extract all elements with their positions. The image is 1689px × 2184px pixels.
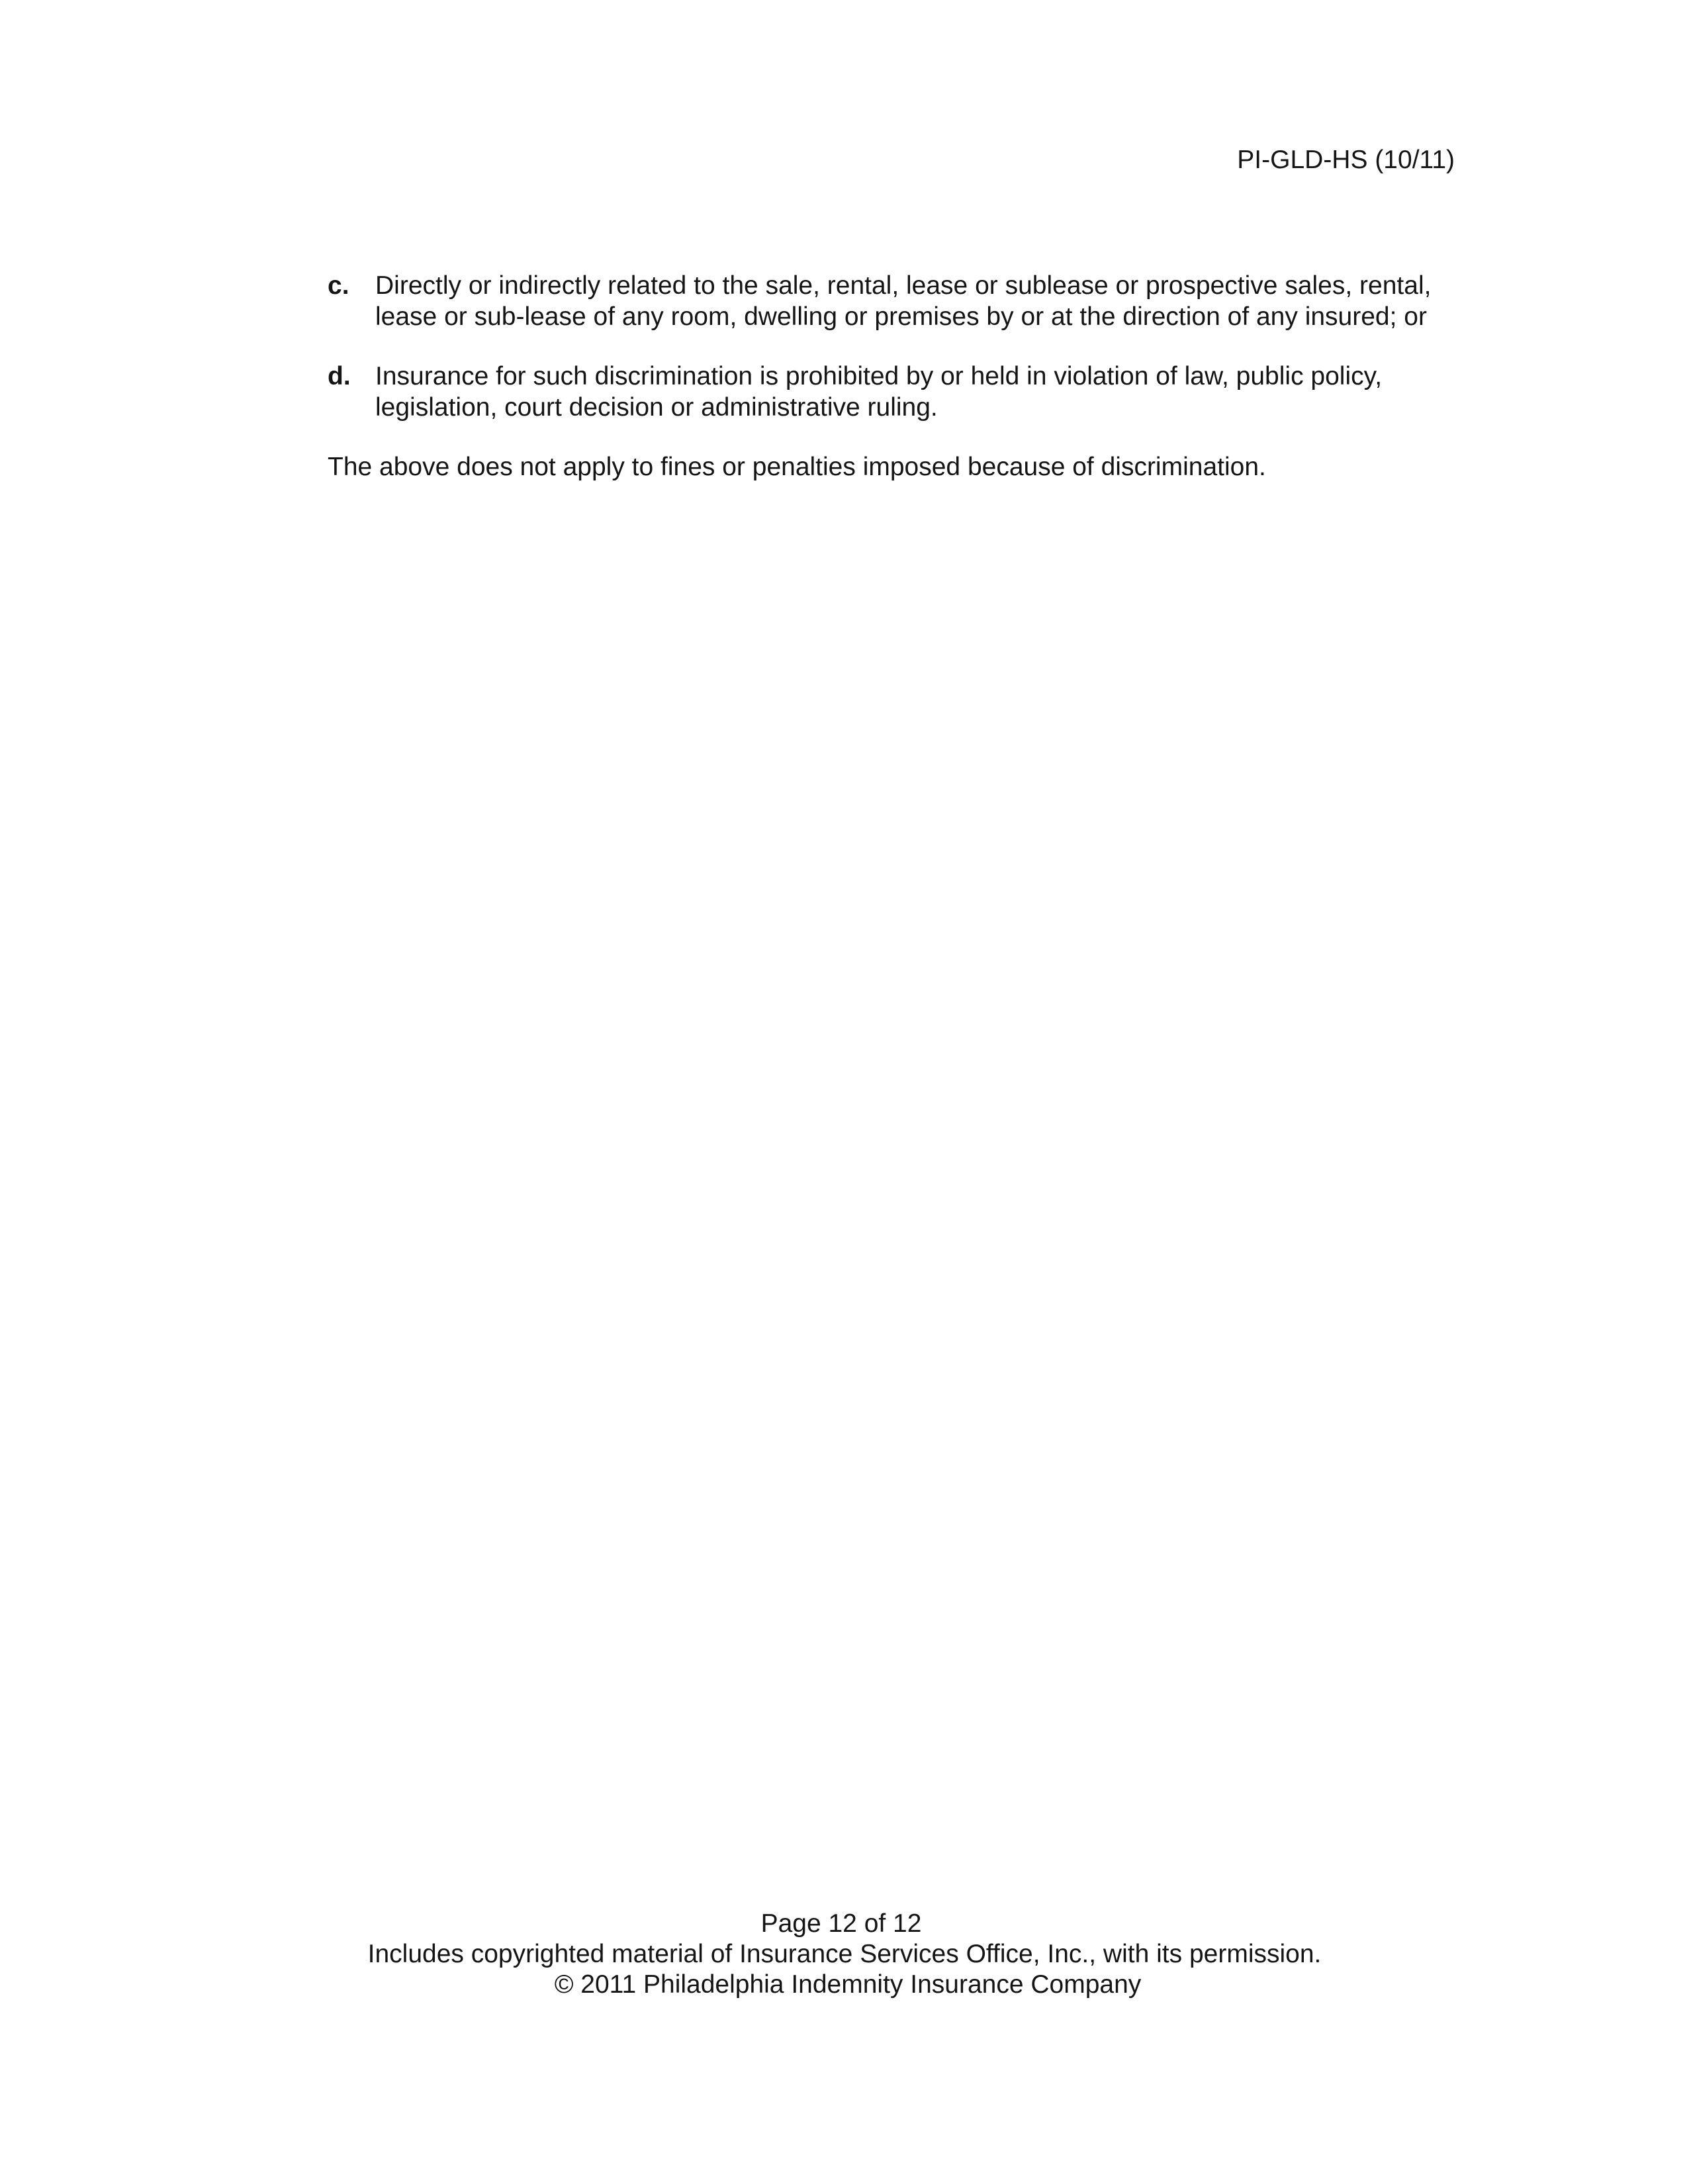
list-item-letter: c. — [328, 271, 349, 300]
iso-copyright-notice: Includes copyrighted material of Insurance Services Office, Inc., with its permission. — [367, 1940, 1322, 1968]
list-item-d — [328, 361, 1479, 423]
list-item-letter: d. — [328, 362, 351, 390]
exception-note: The above does not apply to fines or penalties imposed because of discrimination. — [328, 453, 1266, 481]
list-item-text: Directly or indirectly related to the sale, rental, lease or sublease or prospective sales, rental, lease or sub-lease of any room, dwelling or premises by or at the direction of any insured; or — [375, 271, 1432, 331]
list-item-c — [328, 270, 1479, 332]
page-number: Page 12 of 12 — [760, 1909, 922, 1938]
form-code: PI-GLD-HS (10/11) — [1237, 146, 1455, 174]
list-item-text: Insurance for such discrimination is prohibited by or held in violation of law, public policy, legislation, court decision or administrative ruling. — [375, 362, 1383, 422]
company-copyright: © 2011 Philadelphia Indemnity Insurance Company — [554, 1970, 1142, 1999]
page-footer — [0, 1909, 1689, 2000]
